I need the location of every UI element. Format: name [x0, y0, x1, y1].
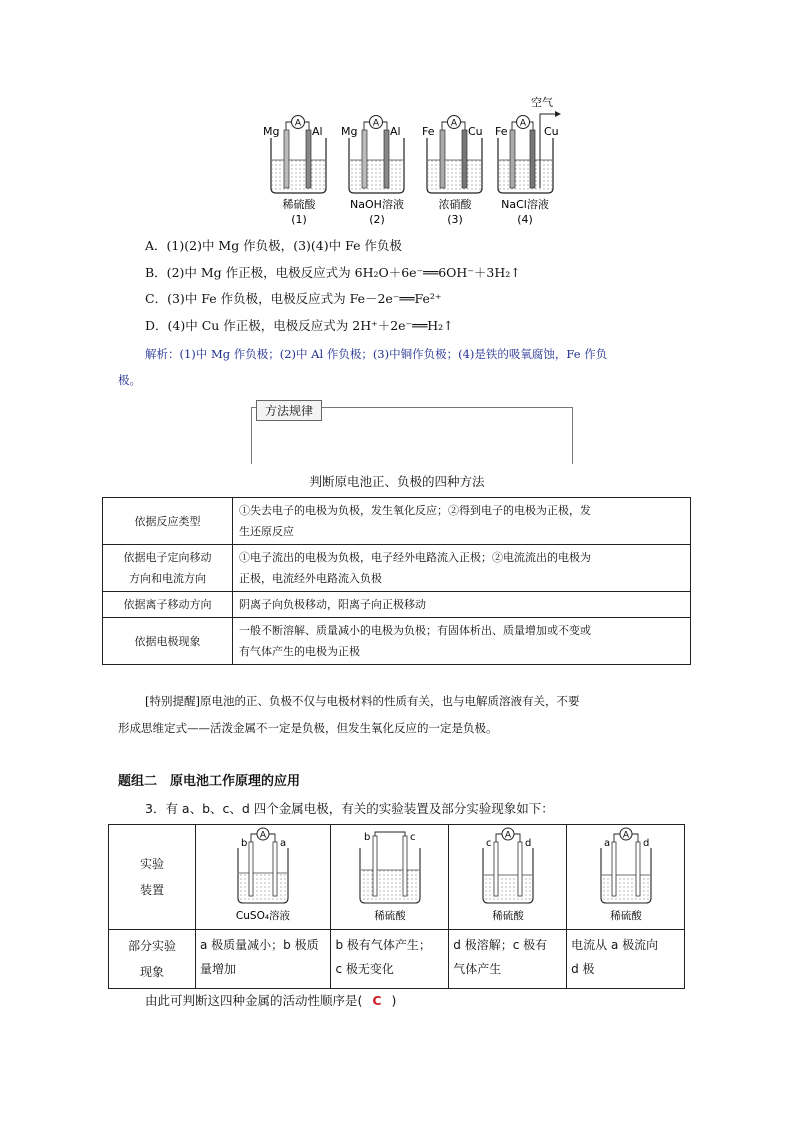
tip-line-1: [特别提醒]原电池的正、负极不仅与电极材料的性质有关，也与电解质溶液有关，不要	[145, 694, 580, 708]
electrode-label: Fe	[422, 125, 435, 138]
observation-text: b 极有气体产生；	[335, 938, 431, 952]
option-d: D．(4)中 Cu 作正极，电极反应式为 2H⁺＋2e⁻══H₂↑	[145, 318, 454, 333]
electrode-label: c	[485, 837, 492, 849]
device-cell	[449, 825, 567, 930]
observation-text: 量增加	[200, 962, 237, 976]
method-tab: 方法规律	[256, 400, 322, 421]
option-c: C．(3)中 Fe 作负极，电极反应式为 Fe－2e⁻══Fe²⁺	[145, 291, 442, 306]
table-row	[109, 825, 685, 930]
electrode-label: Al	[312, 125, 323, 138]
rule-value: 阴离子向负极移动，阳离子向正极移动	[233, 592, 691, 618]
answer-letter: C	[372, 993, 382, 1008]
option-a: A．(1)(2)中 Mg 作负极，(3)(4)中 Fe 作负极	[145, 238, 402, 253]
rule-text: ①失去电子的电极为负极，发生氧化反应；②得到电子的电极为正极，发	[239, 504, 591, 517]
rule-text: 正极，电流经外电路流入负极	[239, 572, 382, 585]
solution-label: 稀硫酸	[609, 909, 642, 922]
observation-cell	[196, 930, 331, 989]
air-label: 空气	[531, 96, 553, 109]
rule-key-text: 依据电子定向移动	[123, 551, 212, 564]
rule-key	[103, 545, 233, 592]
rule-value	[233, 545, 691, 592]
observation-text: 气体产生	[453, 962, 502, 976]
cell-number: (1)	[291, 213, 307, 226]
solution-label: 稀硫酸	[491, 909, 524, 922]
cell-3	[422, 116, 483, 227]
cell-number: (4)	[517, 213, 533, 226]
table-row	[109, 930, 685, 989]
table-row	[103, 498, 691, 545]
device-3-diagram	[453, 826, 563, 926]
analysis-line-1: 解析：(1)中 Mg 作负极；(2)中 Al 作负极；(3)中铜作负极；(4)是铁的吸氧腐蚀，Fe 作负	[145, 347, 608, 361]
ammeter-icon: A	[504, 830, 511, 840]
solution-label: NaOH溶液	[350, 198, 404, 211]
observation-text: 电流从 a 极流向	[571, 938, 659, 952]
electrode-label: d	[524, 837, 532, 849]
device-cell	[567, 825, 685, 930]
device-cell	[331, 825, 449, 930]
ammeter-icon: A	[372, 118, 380, 129]
row-header-text: 装置	[139, 883, 164, 897]
row-header-text: 部分实验	[127, 939, 176, 953]
electrode-label: Al	[390, 125, 401, 138]
solution-label: 浓硝酸	[438, 198, 472, 211]
electrode-label: b	[241, 837, 248, 849]
ammeter-icon: A	[519, 118, 527, 129]
observation-text: d 极溶解；c 极有	[453, 938, 548, 952]
cell-number: (2)	[369, 213, 385, 226]
ammeter-icon: A	[450, 118, 458, 129]
cell-4	[495, 95, 561, 226]
row-header	[109, 930, 196, 989]
observation-text: a 极质量减小；b 极质	[200, 938, 319, 952]
rule-value	[233, 618, 691, 665]
cell-number: (3)	[447, 213, 463, 226]
observation-cell	[449, 930, 567, 989]
conclusion	[145, 991, 396, 1009]
electrode-label: Mg	[263, 125, 280, 138]
rule-text: 有气体产生的电极为正极	[239, 645, 360, 658]
device-1-diagram	[208, 826, 318, 926]
option-b: B．(2)中 Mg 作正极，电极反应式为 6H₂O＋6e⁻══6OH⁻＋3H₂↑	[145, 265, 521, 280]
row-header-text: 现象	[139, 965, 164, 979]
electrode-label: a	[280, 837, 287, 849]
solution-label: CuSO₄溶液	[236, 909, 291, 922]
electrode-label: Cu	[468, 125, 483, 138]
observation-cell	[567, 930, 685, 989]
ammeter-icon: A	[294, 118, 302, 129]
device-cell	[196, 825, 331, 930]
electrode-label: Fe	[495, 125, 508, 138]
device-4-diagram	[571, 826, 681, 926]
rule-value	[233, 498, 691, 545]
rule-key: 依据反应类型	[103, 498, 233, 545]
conclusion-close: )	[391, 993, 397, 1008]
rule-text: ①电子流出的电极为负极，电子经外电路流入正极；②电流流出的电极为	[239, 551, 591, 564]
question-text: 3．有 a、b、c、d 四个金属电极，有关的实验装置及部分实验现象如下：	[145, 801, 554, 816]
table-row	[103, 545, 691, 592]
galvanic-cells-figure	[255, 92, 575, 232]
observation-cell	[331, 930, 449, 989]
section-heading: 题组二 原电池工作原理的应用	[118, 774, 301, 789]
observation-text: c 极无变化	[335, 962, 394, 976]
ammeter-icon: A	[622, 830, 629, 840]
row-header-text: 实验	[139, 857, 164, 871]
solution-label: 稀硫酸	[374, 909, 406, 922]
electrode-label: a	[603, 837, 610, 849]
conclusion-text: 由此可判断这四种金属的活动性顺序是(	[145, 993, 363, 1008]
method-title: 判断原电池正、负极的四种方法	[309, 474, 485, 489]
row-header	[109, 825, 196, 930]
analysis-line-2: 极。	[118, 373, 141, 387]
solution-label: 稀硫酸	[282, 198, 316, 211]
device-2-diagram	[335, 826, 445, 926]
electrode-label: b	[363, 831, 371, 843]
solution-label: NaCl溶液	[501, 198, 549, 211]
cell-1	[263, 116, 326, 227]
rule-key: 依据离子移动方向	[103, 592, 233, 618]
rule-text: 一般不断溶解、质量减小的电极为负极；有固体析出、质量增加或不变或	[239, 624, 591, 637]
rule-text: 生还原反应	[239, 525, 294, 538]
ammeter-icon: A	[260, 830, 267, 840]
electrode-label: c	[409, 831, 416, 843]
electrode-label: Mg	[341, 125, 358, 138]
observation-text: d 极	[571, 962, 595, 976]
electrode-label: d	[642, 837, 649, 849]
method-table	[102, 497, 691, 665]
rule-key: 依据电极现象	[103, 618, 233, 665]
electrode-label: Cu	[544, 125, 559, 138]
table-row	[103, 618, 691, 665]
table-row	[103, 592, 691, 618]
tip-line-2: 形成思维定式——活泼金属不一定是负极，但发生氧化反应的一定是负极。	[118, 721, 498, 735]
cell-2	[341, 116, 404, 227]
experiment-table	[108, 824, 685, 989]
rule-key-text: 方向和电流方向	[129, 572, 206, 585]
